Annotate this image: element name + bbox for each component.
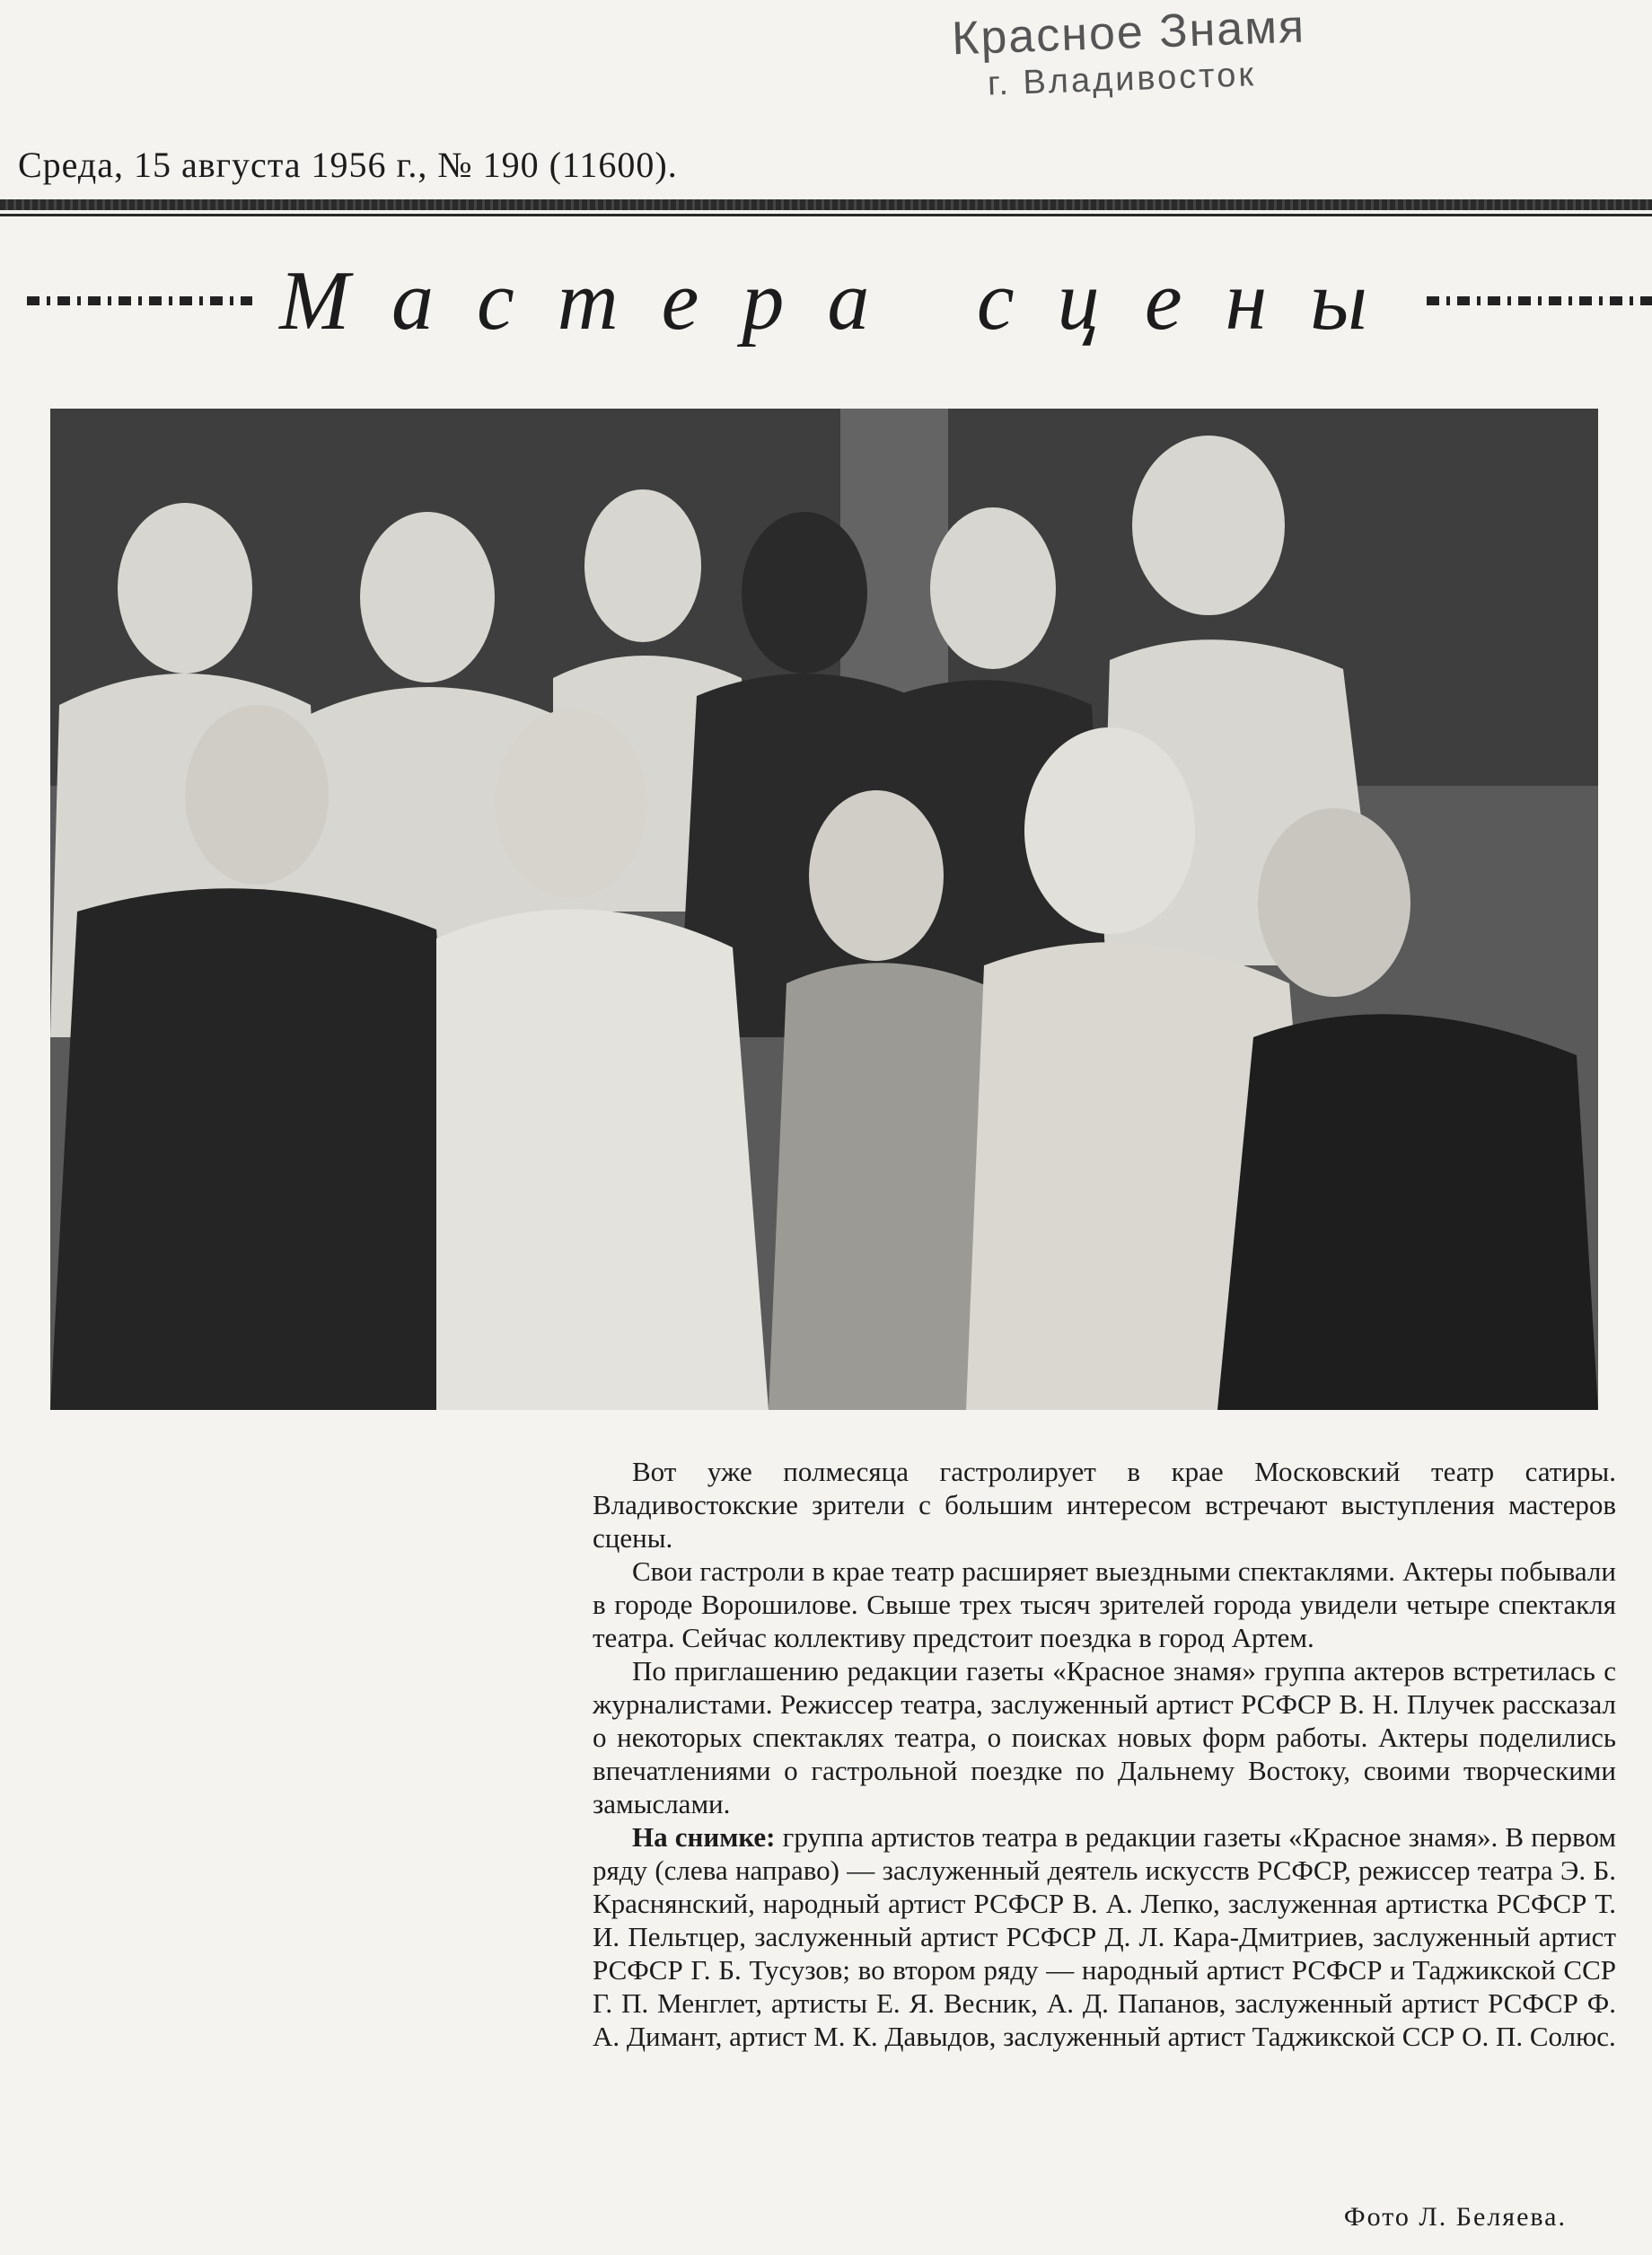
page-title: Мастера сцены	[279, 254, 1410, 348]
issue-dateline: Среда, 15 августа 1956 г., № 190 (11600).	[18, 145, 678, 185]
group-photo	[50, 409, 1598, 1410]
photo-caption	[593, 1820, 1616, 2053]
headline-ornament-right	[1427, 296, 1652, 305]
photo-credit: Фото Л. Беляева.	[1343, 2202, 1567, 2232]
caption-text: группа артистов театра в редакции газеты «Красное знамя». В первом ряду (слева направо) — заслуженный деятель искусств РСФСР, режиссер театра Э. Б. Краснянский, народный артист РСФСР В. А. Лепко, заслуженная артистка РСФСР Т. И. Пельтцер, заслуженный артист РСФСР Д. Л. Кара-Дмитриев, заслуженный артист РСФСР Г. Б. Тусузов; во втором ряду — народный артист РСФСР и Таджикской ССР Г. П. Менглет, артисты Е. Я. Весник, А. Д. Папанов, заслуженный артист РСФСР Ф. А. Димант, артист М. К. Давыдов, заслуженный артист Таджикской ССР О. П. Солюс.	[593, 1821, 1617, 2052]
headline-row	[27, 251, 1652, 350]
caption-lead: На снимке:	[632, 1821, 776, 1853]
stamp-paper-name: Красное Знамя	[951, 0, 1306, 66]
header-rule	[0, 199, 1652, 210]
article-paragraph-2: Свои гастроли в крае театр расширяет выездными спектаклями. Актеры побывали в городе Ворошилове. Свыше трех тысяч зрителей города увидели четыре спектакля театра. Сейчас коллективу предстоит поездка в город Артем.	[593, 1555, 1616, 1653]
stamp-city: г. Владивосток	[987, 56, 1257, 103]
group-photo-illustration	[50, 409, 1598, 1410]
article-paragraph-3: По приглашению редакции газеты «Красное знамя» группа актеров встретилась с журналистами. Режиссер театра, заслуженный артист РСФСР В. Н. Плучек рассказал о некоторых спектаклях театра, о поисках новых форм работы. Актеры поделились впечатлениями о гастрольной поездке по Дальнему Востоку, своими творческими замыслами.	[593, 1655, 1616, 1819]
header-rule-thin	[0, 214, 1652, 216]
article-paragraph-1: Вот уже полмесяца гастролирует в крае Московский театр сатиры. Владивостокские зрители с большим интересом встречают выступления мастеров сцены.	[593, 1456, 1616, 1554]
headline-ornament-left	[27, 296, 252, 305]
archive-stamp	[951, 0, 1329, 103]
article-body	[593, 1455, 1616, 2053]
